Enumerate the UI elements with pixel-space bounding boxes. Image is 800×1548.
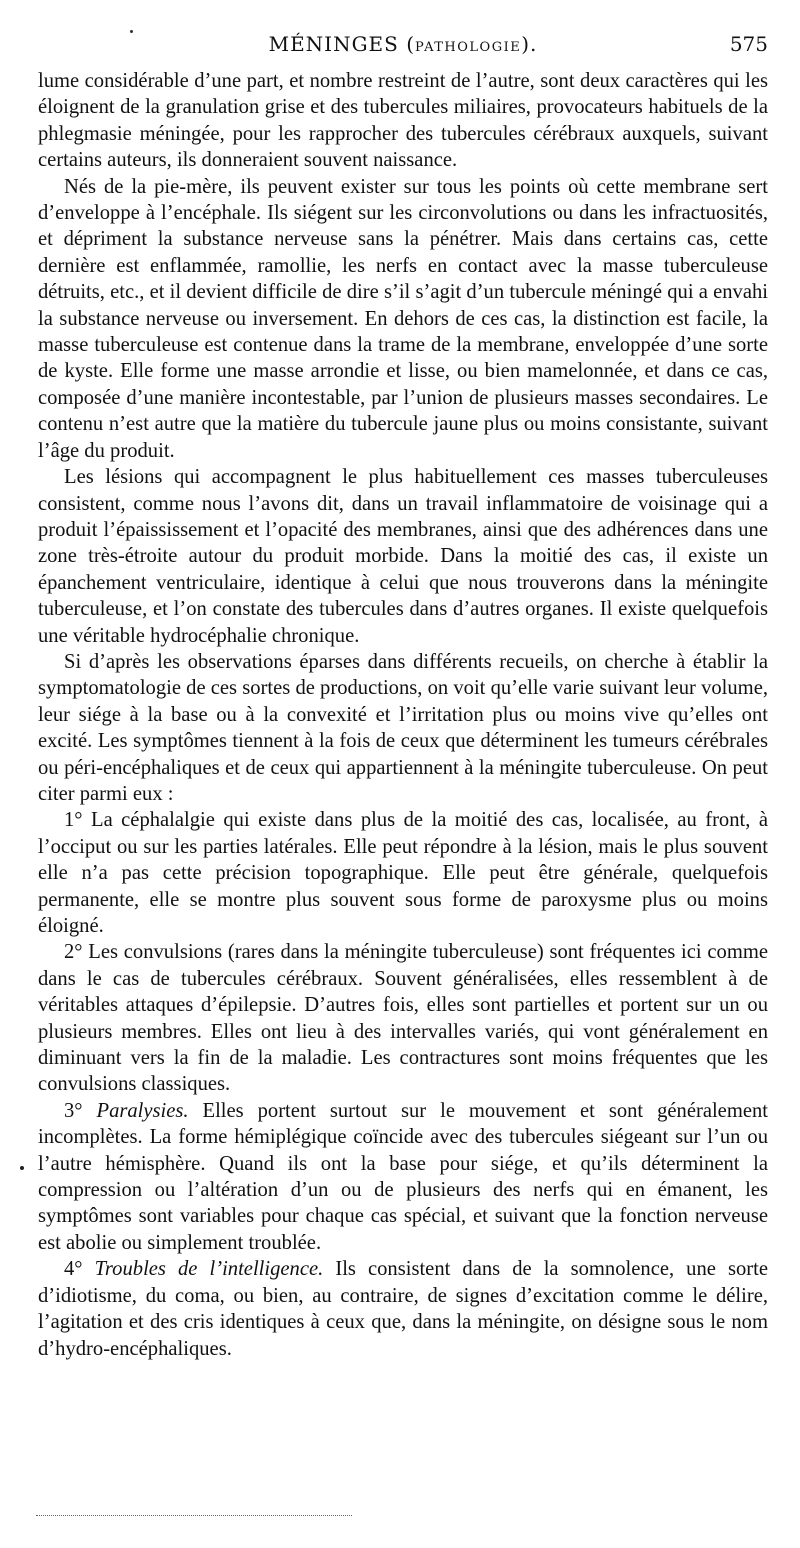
paragraph-cephalalgie: 1° La céphalalgie qui existe dans plus de la moitié des cas, localisée, au front, à l’occiput ou sur les parties latérales. Elle peut répondre à la lésion, mais le plus souvent elle n’a pas cette précision topographique. Elle peut être générale, quelquefois permanente, elle se montre plus souvent sous forme de paroxysme plus ou moins éloigné. bbox=[38, 809, 768, 937]
item-number: 4° bbox=[64, 1258, 83, 1281]
running-header bbox=[38, 32, 768, 60]
paragraph-convulsions: 2° Les convulsions (rares dans la méningite tuberculeuse) sont fréquentes ici comme dans le cas de tubercules cérébraux. Souvent généralisées, elles ressemblent à de véritables attaques d’épilepsie. D’autres fois, elles sont partielles et portent sur un ou plusieurs membres. Elles ont lieu à des intervalles variés, qui vont généralement en diminuant vers la fin de la maladie. Les contractures sont moins fréquentes que les convulsions classiques. bbox=[38, 941, 768, 1096]
paragraph-troubles bbox=[38, 1256, 768, 1362]
item-heading: Paralysies. bbox=[96, 1099, 189, 1122]
item-number: 3° bbox=[64, 1099, 83, 1122]
page-number: 575 bbox=[729, 32, 768, 56]
paragraph-paralysies bbox=[38, 1098, 768, 1256]
footer-dotted-rule bbox=[36, 1515, 352, 1516]
item-heading: Troubles de l’intelligence. bbox=[94, 1258, 324, 1281]
running-title-end: ). bbox=[521, 32, 538, 56]
running-title-main: MÉNINGES ( bbox=[268, 32, 416, 56]
running-title bbox=[38, 32, 768, 56]
running-title-sub: PATHOLOGIE bbox=[415, 40, 522, 55]
paragraph-lesions: Les lésions qui accompagnent le plus habituellement ces masses tuberculeuses consistent, comme nous l’avons dit, dans un travail inflammatoire de voisinage qui a produit l’épaississement et l’opacité des membranes, ainsi que des adhérences dans une zone très-étroite autour du produit morbide. Dans la moitié des cas, il existe un épanchement ventriculaire, identique à celui que nous trouverons dans la méningite tuberculeuse, et l’on constate des tubercules dans d’autres organes. Il existe quelquefois une véritable hydrocéphalie chronique. bbox=[38, 466, 768, 647]
paragraph-continuation: lume considérable d’une part, et nombre restreint de l’autre, sont deux caractères qui les éloignent de la granulation grise et des tubercules miliaires, provocateurs habituels de la phlegmasie méningée, pour les rapprocher des tubercules cérébraux auxquels, suivant certains auteurs, ils donneraient souvent naissance. bbox=[38, 70, 768, 172]
item-text: Ils consistent dans de la somnolence, une sorte d’idiotisme, du coma, ou bien, au contraire, de signes d’excitation comme le délire, l’agitation et des cris identiques à ceux que, dans la méningite, on désigne sous le nom d’hydro-encéphaliques. bbox=[38, 1258, 768, 1360]
paragraph-pie-mere: Nés de la pie-mère, ils peuvent exister sur tous les points où cette membrane sert d’enveloppe à l’encéphale. Ils siégent sur les circonvolutions ou dans les infractuosités, et dépriment la substance nerveuse sans la pénétrer. Mais dans certains cas, cette dernière est enflammée, ramollie, les nerfs en contact avec la masse tuberculeuse détruits, etc., et il devient difficile de dire s’il s’agit d’un tubercule méningé qui a envahi la substance nerveuse ou inversement. En dehors de ces cas, la distinction est facile, la masse tuberculeuse est contenue dans la trame de la membrane, enveloppée d’une sorte de kyste. Elle forme une masse arrondie et lisse, ou bien mamelonnée, et dans ce cas, composée d’une manière incontestable, par l’union de plusieurs masses secondaires. Le contenu n’est autre que la matière du tubercule jaune plus ou moins consistante, suivant l’âge du produit. bbox=[38, 175, 768, 462]
margin-mark bbox=[20, 1166, 24, 1170]
paragraph-symptomatologie: Si d’après les observations éparses dans différents recueils, on cherche à établir la symptomatologie de ces sortes de productions, on voit qu’elle varie suivant leur volume, leur siége à la base ou à la convexité et l’irritation plus ou moins vive qu’elles ont excité. Les symptômes tiennent à la fois de ceux que déterminent les tumeurs cérébrales ou péri-encéphaliques et de ceux qui appartiennent à la méningite tuberculeuse. On peut citer parmi eux : bbox=[38, 650, 768, 805]
body-text bbox=[38, 68, 768, 1362]
item-text: Elles portent surtout sur le mouvement et sont généralement incomplètes. La forme hémiplégique coïncide avec des tubercules siégeant sur l’un ou l’autre hémisphère. Quand ils ont la base pour siége, et qu’ils déterminent la compression ou l’altération d’un ou de plusieurs des nerfs qui en émanent, les symptômes sont variables pour chaque cas spécial, et suivant que la fonction nerveuse est abolie ou simplement troublée. bbox=[38, 1099, 768, 1254]
